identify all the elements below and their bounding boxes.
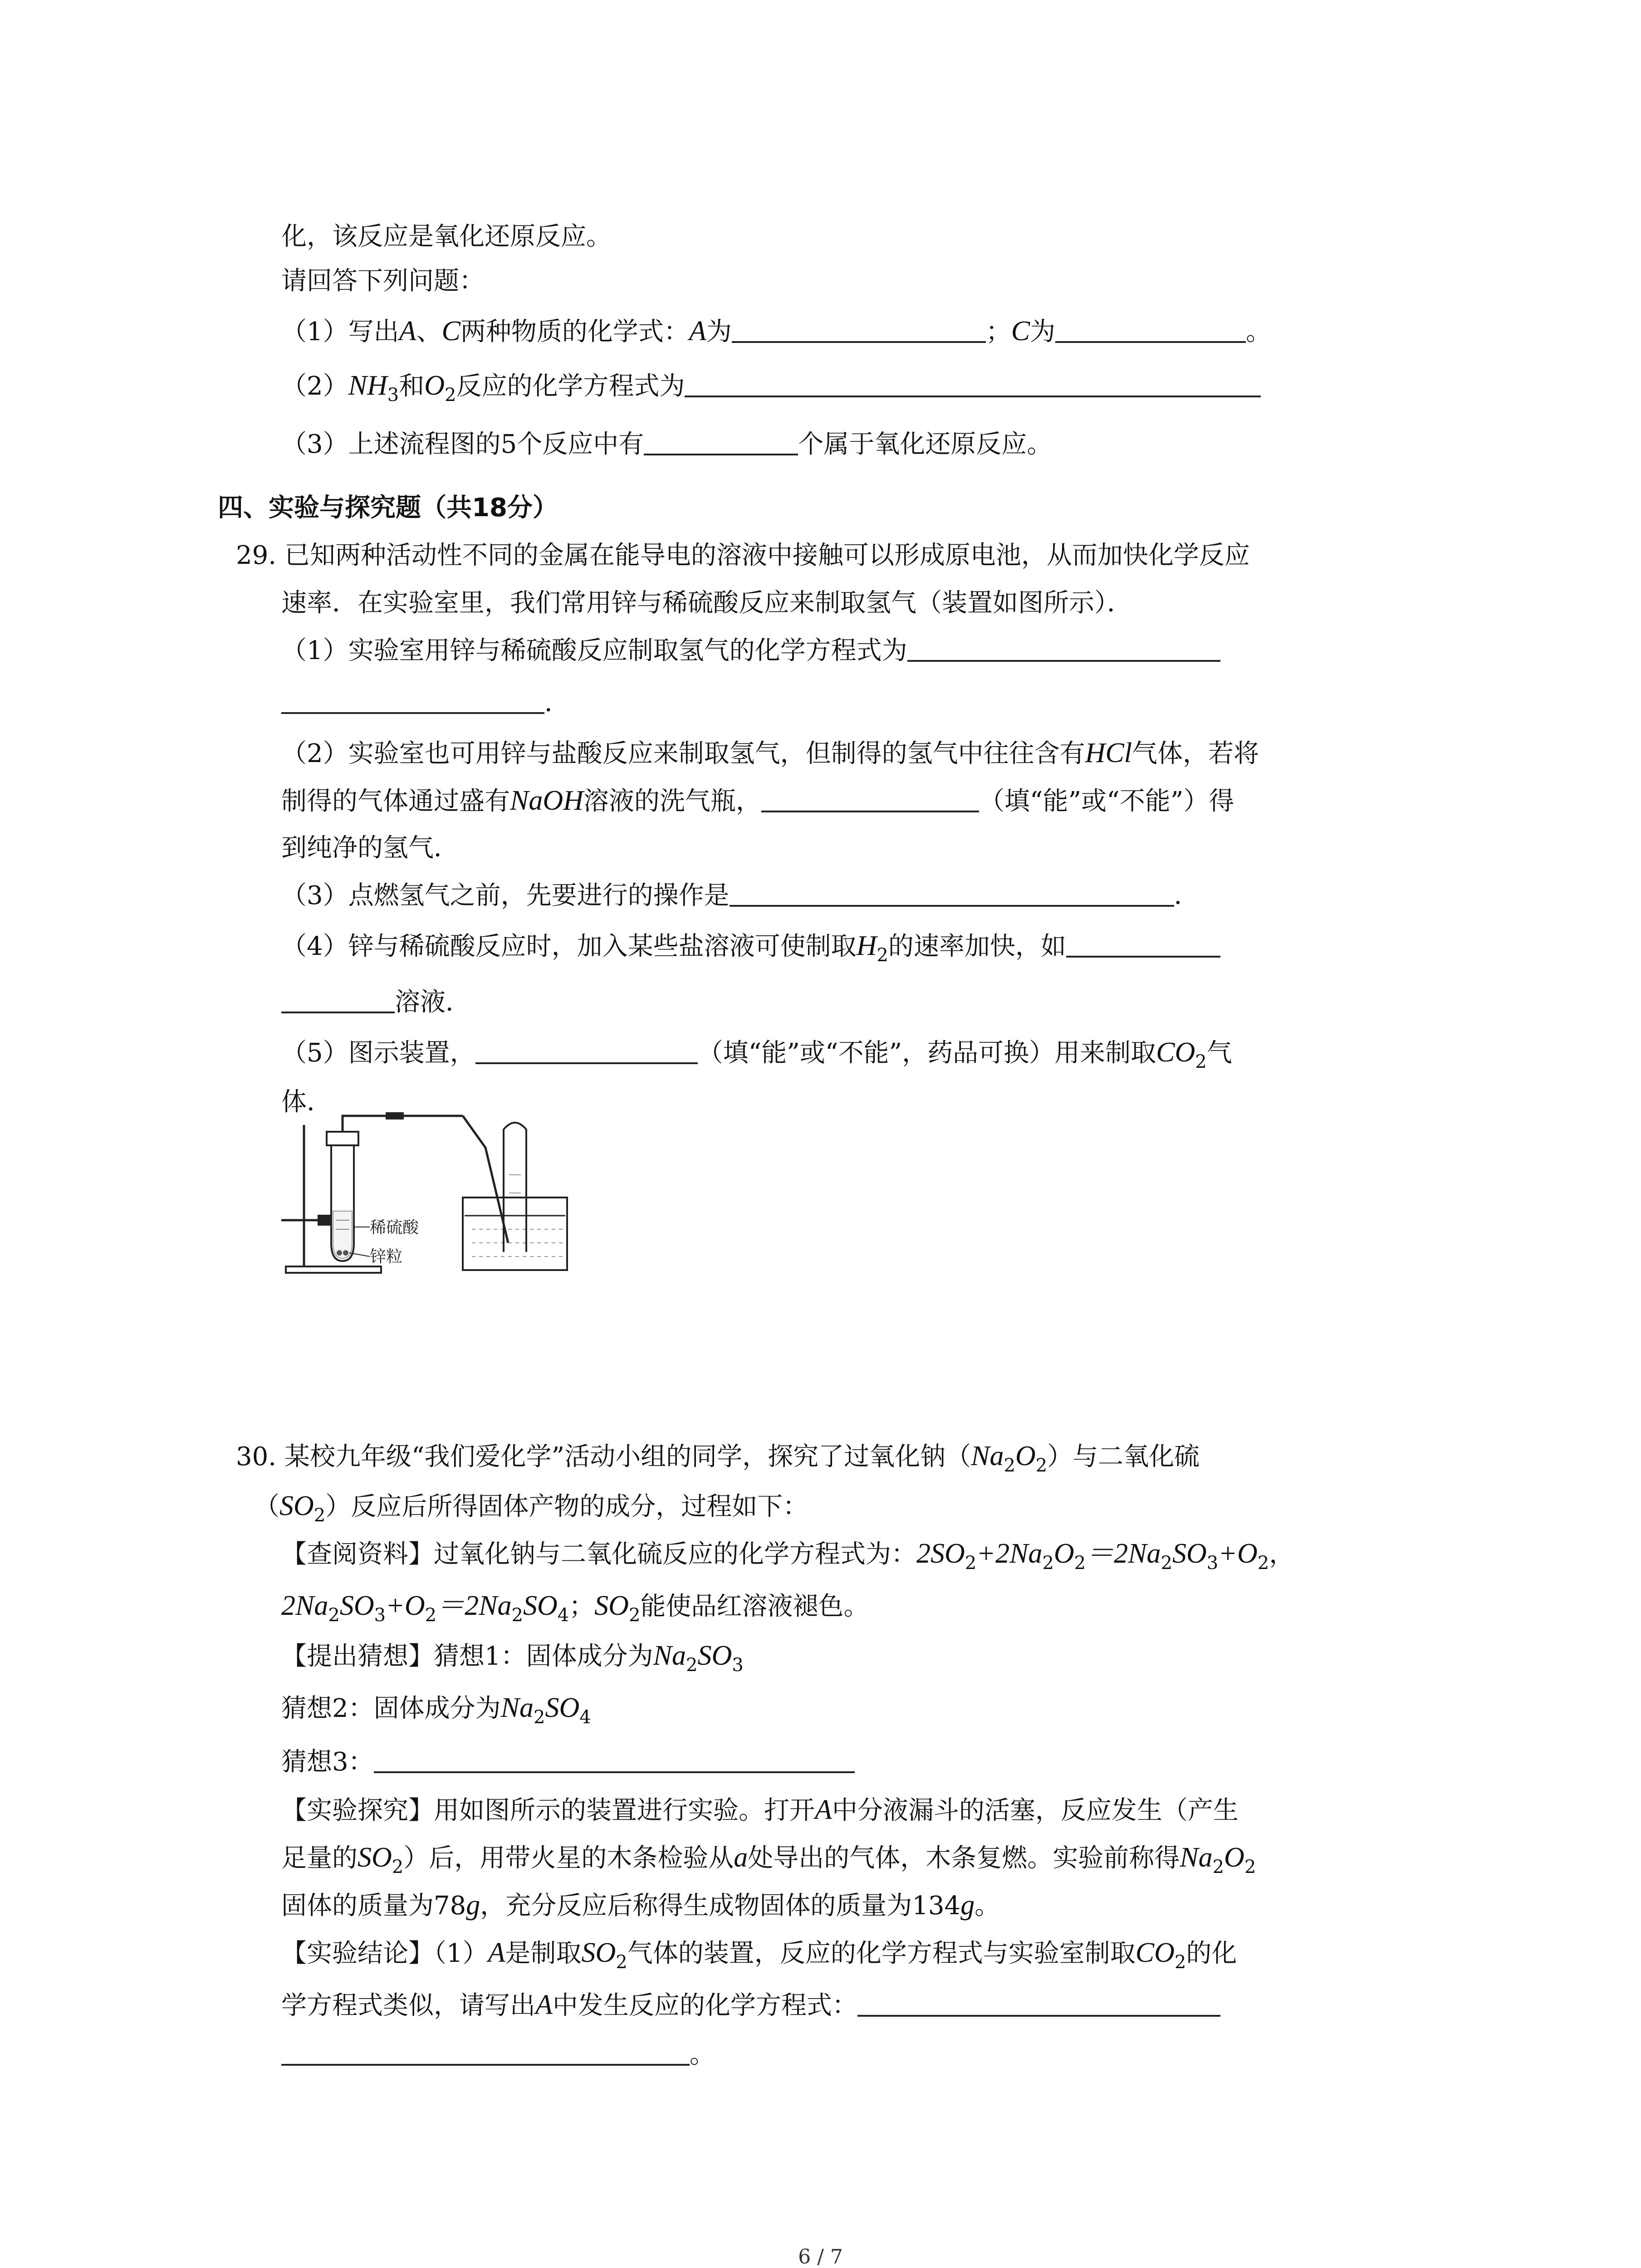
answer-blank[interactable]: [1066, 930, 1220, 958]
answer-blank[interactable]: [907, 635, 1220, 662]
q29-part3: （3）点燃氢气之前，先要进行的操作是 ．: [281, 878, 1200, 914]
text-line: 请回答下列问题：: [281, 266, 485, 296]
q28-part2: $(2)NH_3$和$O_2$反应的化学方程式为: [281, 367, 1261, 405]
q29-stem: 速率．在实验室里，我们常用锌与稀硫酸反应来制取氢气（装置如图所示）．: [281, 588, 1132, 618]
q29-part4: （4）锌与稀硫酸反应时，加入某些盐溶液可使制取$H_2$的速率加快，如: [281, 928, 1220, 965]
answer-blank[interactable]: [644, 428, 798, 455]
q30-conclusion: 【实验结论】（1）A是制取$SO_2$气体的装置，反应的化学方程式与实验室制取$CO_2$的化: [281, 1937, 1237, 1973]
q29-part5-cont: 体．: [281, 1087, 332, 1117]
answer-blank[interactable]: [1055, 316, 1246, 343]
q29-part5: （5）图示装置， （填“能”或“不能”，药品可换）用来制取$CO_2$气: [281, 1037, 1232, 1072]
q30-experiment-cont: 足量的$SO_2$）后，用带火星的木条检验从a处导出的气体，木条复燃。实验前称得$Na_2O_2$: [281, 1842, 1256, 1877]
answer-blank[interactable]: [857, 1989, 1220, 2017]
label-zinc-granules: 锌粒: [370, 1247, 403, 1266]
q28-part3: （3）上述流程图的5个反应中有 个属于氧化还原反应。: [281, 426, 1052, 463]
q29-part2-cont: 制得的气体通过盛有NaOH溶液的洗气瓶， （填“能”或“不能”）得: [281, 785, 1234, 816]
answer-blank[interactable]: [281, 2038, 690, 2066]
text-line: 化，该反应是氧化还原反应。: [281, 222, 612, 251]
q30-stem: 30. 某校九年级“我们爱化学”活动小组的同学，探究了过氧化钠$(Na_2O_2)$与二氧化硫: [236, 1441, 1200, 1476]
q30-guess2: 猜想2：固体成分为$Na_2SO_4$: [281, 1692, 591, 1728]
answer-blank[interactable]: [732, 316, 986, 343]
q28-part1: （1）写出A、C两种物质的化学式：A为 ；C为 。: [281, 316, 1272, 347]
page-number: 6 / 7: [798, 2245, 843, 2268]
answer-blank[interactable]: [730, 880, 1174, 907]
answer-blank[interactable]: [685, 370, 1261, 397]
answer-blank[interactable]: [374, 1746, 855, 1773]
q29-part4-cont: 溶液．: [281, 984, 471, 1021]
q29-part1-cont: ．: [281, 685, 570, 721]
answer-blank[interactable]: [761, 785, 979, 812]
q30-stem: $(SO_2)$反应后所得固体产物的成分，过程如下：: [254, 1491, 808, 1526]
q30-experiment: 【实验探究】用如图所示的装置进行实验。打开A中分液漏斗的活塞，反应发生（产生: [281, 1794, 1239, 1825]
q30-conclusion-cont: 学方程式类似，请写出A中发生反应的化学方程式：: [281, 1987, 1220, 2024]
section-title: 四、实验与探究题（共18分）: [218, 493, 558, 523]
label-dilute-sulfuric-acid: 稀硫酸: [370, 1218, 419, 1237]
q30-conclusion-cont: 。: [281, 2037, 715, 2073]
q30-guess1: 【提出猜想】猜想1：固体成分为$Na_2SO_3$: [281, 1640, 744, 1676]
q30-reference-cont: $2Na_2SO_3+O_2=2Na_2SO_4$；$SO_2$能使品红溶液褪色。: [281, 1590, 869, 1626]
answer-blank[interactable]: [281, 986, 395, 1013]
q30-guess3: 猜想3：: [281, 1744, 855, 1780]
q29-part2: （2）实验室也可用锌与盐酸反应来制取氢气，但制得的氢气中往往含有HCl气体，若将: [281, 738, 1259, 768]
hydrogen-apparatus-figure: [272, 1107, 581, 1279]
answer-blank[interactable]: [475, 1037, 698, 1064]
q29-part1: （1）实验室用锌与稀硫酸反应制取氢气的化学方程式为: [281, 633, 1220, 669]
q29-part2-cont: 到纯净的氢气．: [281, 833, 459, 863]
q30-experiment-cont: 固体的质量为78g，充分反应后称得生成物固体的质量为134g。: [281, 1890, 1000, 1921]
answer-blank[interactable]: [281, 687, 544, 714]
q29-stem: 29. 已知两种活动性不同的金属在能导电的溶液中接触可以形成原电池，从而加快化学反应: [236, 541, 1250, 570]
q30-reference: 【查阅资料】过氧化钠与二氧化硫反应的化学方程式为：$2SO_2+2Na_2O_2=2Na_2SO_3+O_2$，: [281, 1538, 1295, 1574]
